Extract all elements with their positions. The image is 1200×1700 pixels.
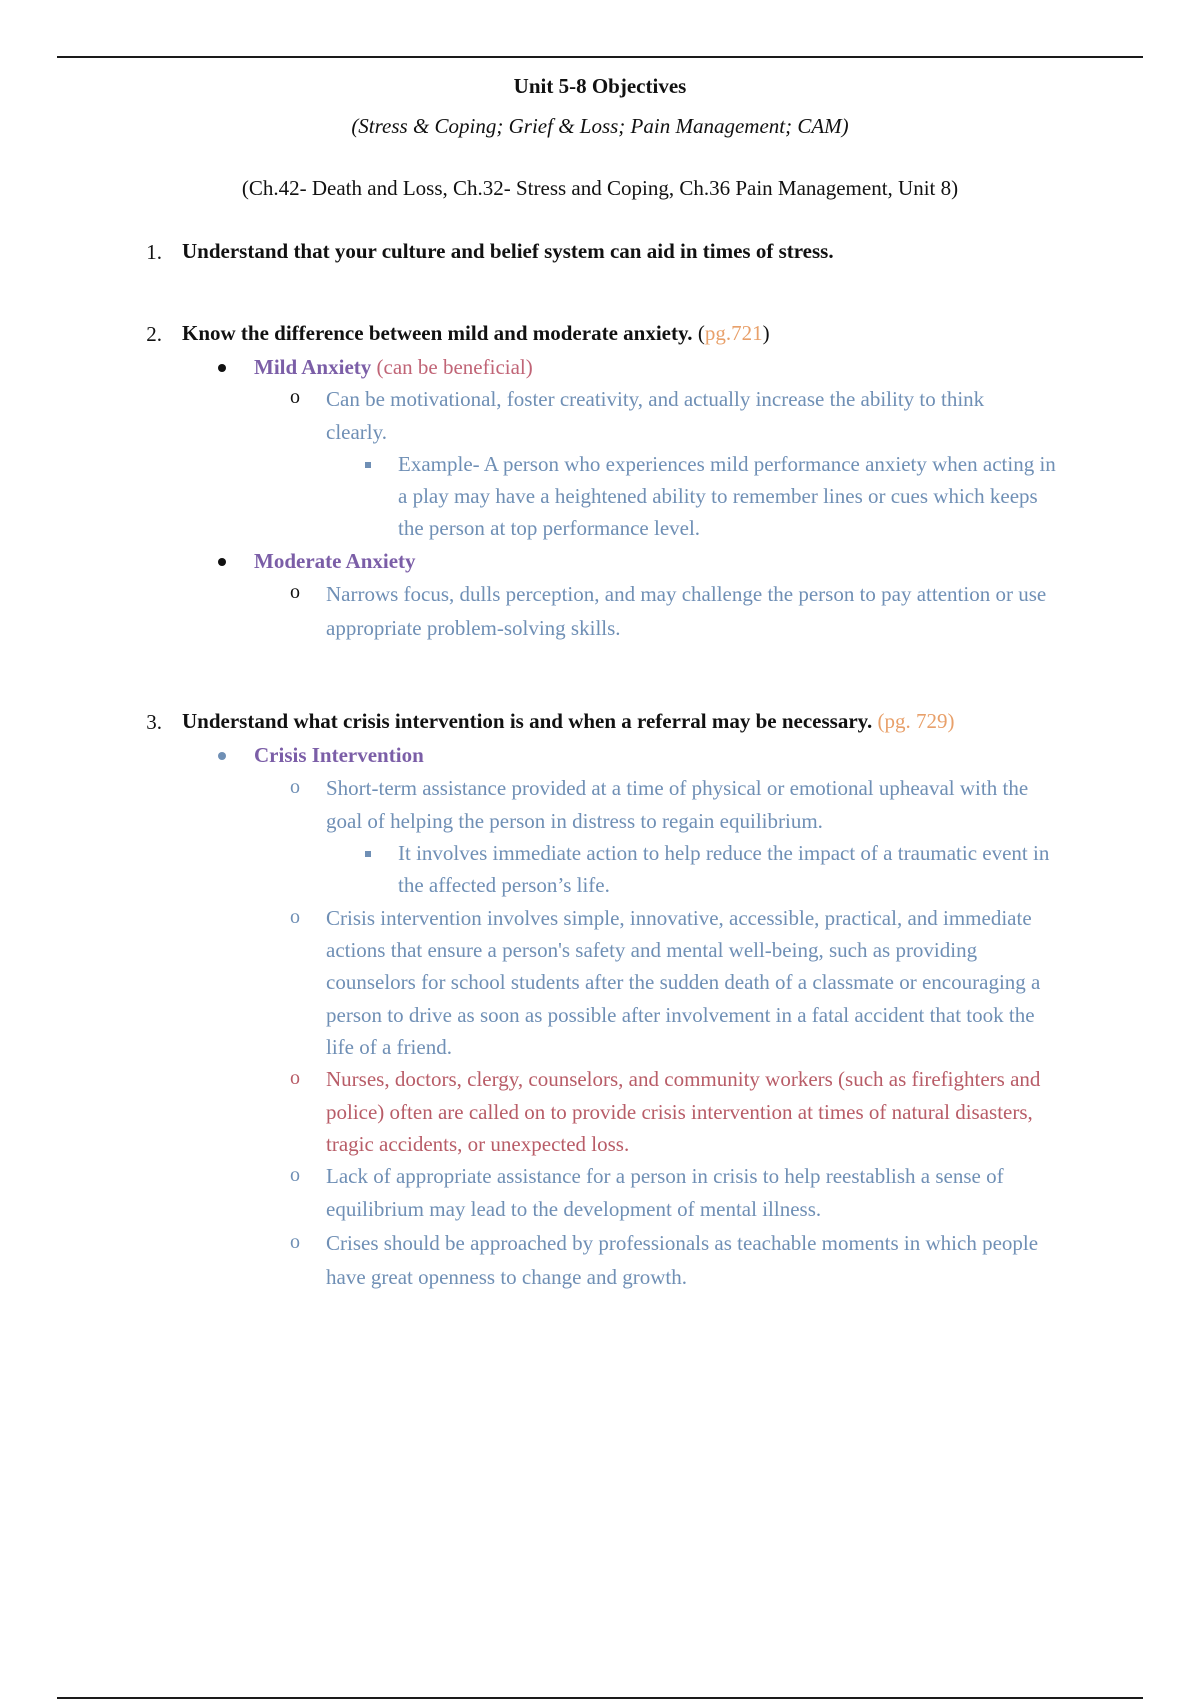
crisis-point3-line1: Nurses, doctors, clergy, counselors, and community workers (such as firefighters and — [326, 1067, 1041, 1091]
circle-bullet-icon: o — [290, 386, 300, 408]
mild-example-line2: a play may have a heightened ability to remember lines or cues which keeps — [398, 484, 1038, 508]
objective-3-text: Understand what crisis intervention is and when a referral may be necessary. — [182, 709, 873, 733]
circle-bullet-icon: o — [290, 1067, 300, 1089]
objective-2-page-ref: pg.721 — [704, 321, 763, 345]
top-rule — [57, 56, 1143, 58]
crisis-point3-line2: police) often are called on to provide crisis intervention at times of natural disasters, — [326, 1100, 1033, 1124]
crisis-point4-line1: Lack of appropriate assistance for a person in crisis to help reestablish a sense of — [326, 1164, 1004, 1188]
objective-3-number: 3. — [146, 710, 162, 734]
mild-anxiety-point-line2: clearly. — [326, 420, 388, 444]
crisis-intervention-label: Crisis Intervention — [254, 743, 424, 767]
crisis-point5-line1: Crises should be approached by professionals as teachable moments in which people — [326, 1231, 1039, 1255]
mild-anxiety-heading — [254, 352, 533, 383]
moderate-anxiety-point-line1: Narrows focus, dulls perception, and may challenge the person to pay attention or use — [326, 582, 1047, 606]
square-bullet-icon — [365, 851, 371, 857]
objective-3-page-ref: (pg. 729) — [877, 709, 955, 733]
objective-2-number: 2. — [146, 322, 162, 346]
crisis-point2-line5: life of a friend. — [326, 1035, 452, 1059]
mild-anxiety-note: (can be beneficial) — [376, 355, 533, 379]
circle-bullet-icon: o — [290, 906, 300, 928]
objective-1-number: 1. — [146, 240, 162, 264]
objective-2-line — [182, 318, 770, 349]
crisis-point2-line4: person to drive as soon as possible after involvement in a fatal accident that took the — [326, 1003, 1035, 1027]
crisis-point5-line2: have great openness to change and growth. — [326, 1265, 687, 1289]
moderate-anxiety-label: Moderate Anxiety — [254, 549, 416, 573]
bullet-dot-icon — [218, 364, 226, 372]
crisis-point3-line3: tragic accidents, or unexpected loss. — [326, 1132, 630, 1156]
chapter-list: (Ch.42- Death and Loss, Ch.32- Stress and Coping, Ch.36 Pain Management, Unit 8) — [241, 176, 959, 200]
mild-anxiety-point-line1: Can be motivational, foster creativity, and actually increase the ability to think — [326, 387, 985, 411]
objective-2-ref-close: ) — [762, 321, 770, 345]
mild-anxiety-label: Mild Anxiety — [254, 355, 372, 379]
crisis-point1-sub-line1: It involves immediate action to help reduce the impact of a traumatic event in — [398, 841, 1050, 865]
crisis-point1-line1: Short-term assistance provided at a time of physical or emotional upheaval with the — [326, 776, 1029, 800]
square-bullet-icon — [365, 462, 371, 468]
mild-example-line3: the person at top performance level. — [398, 516, 701, 540]
crisis-point2-line1: Crisis intervention involves simple, innovative, accessible, practical, and immediate — [326, 906, 1032, 930]
page-title: Unit 5-8 Objectives — [513, 74, 687, 98]
bullet-dot-icon — [218, 752, 226, 760]
circle-bullet-icon: o — [290, 1164, 300, 1186]
crisis-point2-line3: counselors for school students after the sudden death of a classmate or encouraging a — [326, 970, 1041, 994]
objective-2-ref-open: ( — [697, 321, 705, 345]
mild-example-line1: Example- A person who experiences mild performance anxiety when acting in — [398, 452, 1056, 476]
bottom-rule — [57, 1697, 1143, 1699]
subtitle-text: (Stress & Coping; Grief & Loss; Pain Management; CAM) — [351, 114, 849, 138]
circle-bullet-icon: o — [290, 1231, 300, 1253]
crisis-point4-line2: equilibrium may lead to the development of mental illness. — [326, 1197, 822, 1221]
moderate-anxiety-point-line2: appropriate problem-solving skills. — [326, 616, 621, 640]
objective-2-text: Know the difference between mild and moderate anxiety. — [182, 321, 693, 345]
bullet-dot-icon — [218, 558, 226, 566]
crisis-point2-line2: actions that ensure a person's safety and mental well-being, such as providing — [326, 938, 978, 962]
objective-3-line — [182, 706, 955, 737]
crisis-point1-line2: goal of helping the person in distress to regain equilibrium. — [326, 809, 823, 833]
crisis-point1-sub-line2: the affected person’s life. — [398, 873, 610, 897]
objective-1-text: Understand that your culture and belief system can aid in times of stress. — [182, 239, 834, 263]
page-subtitle — [0, 114, 1200, 139]
circle-bullet-icon: o — [290, 581, 300, 603]
circle-bullet-icon: o — [290, 776, 300, 798]
